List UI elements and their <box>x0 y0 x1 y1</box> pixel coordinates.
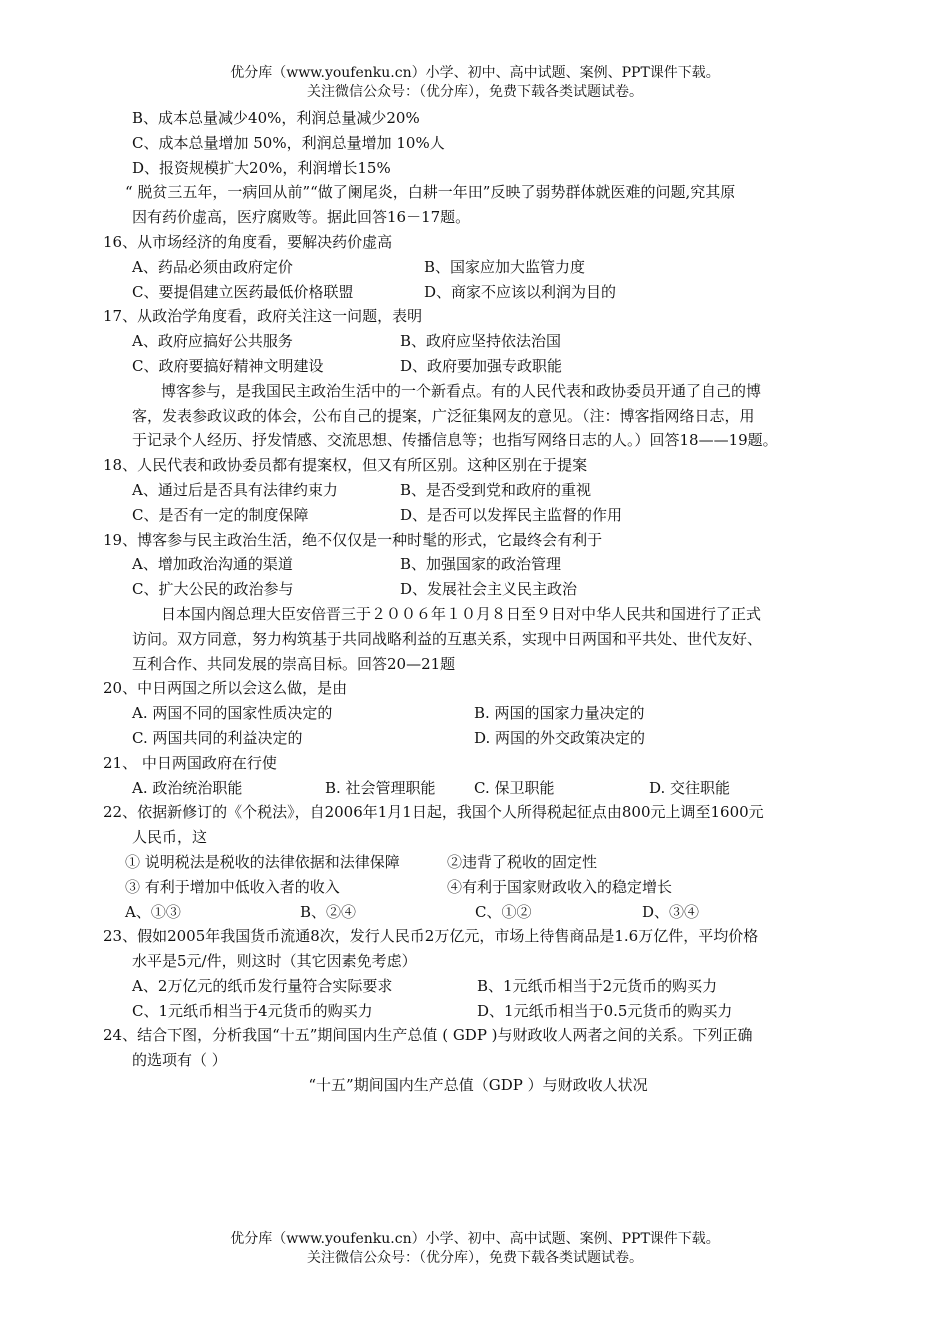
q24-stem-line-1: 24、结合下图，分析我国“十五”期间国内生产总值 ( GDP )与财政收人两者之间的关系。下列正确 <box>103 1026 753 1045</box>
q19-options-row-1 <box>103 552 853 577</box>
passage-3-line-3: 互利合作、共同发展的崇高目标。回答20—21题 <box>132 654 456 673</box>
header-line-2: 关注微信公众号：（优分库），免费下载各类试题试卷。 <box>307 84 643 100</box>
q23-option-b: B、1元纸币相当于2元货币的购买力 <box>477 976 718 995</box>
q16-options-row-2 <box>103 280 853 305</box>
q17-stem: 17、从政治学角度看，政府关注这一问题，表明 <box>103 307 423 326</box>
q15-option-d: D、报资规模扩大20%，利润增长15% <box>132 158 391 177</box>
q17-option-b: B、政府应坚持依法治国 <box>400 332 562 351</box>
q17-option-d: D、政府要加强专政职能 <box>400 356 563 375</box>
q22-option-a: A、①③ <box>125 902 181 921</box>
q20-option-a: A. 两国不同的国家性质决定的 <box>132 704 333 723</box>
q22-statements-row-1 <box>103 850 853 875</box>
q15-option-b: B、成本总量减少40%，利润总量减少20% <box>132 109 420 127</box>
q21-options-row <box>103 776 853 801</box>
q21-option-b: B. 社会管理职能 <box>325 778 436 797</box>
q18-option-c: C、是否有一定的制度保障 <box>132 505 309 524</box>
q19-options-row-2 <box>103 577 853 602</box>
q18-stem: 18、人民代表和政协委员都有提案权，但又有所区别。这种区别在于提案 <box>103 456 588 475</box>
q23-option-c: C、1元纸币相当于4元货币的购买力 <box>132 1001 373 1020</box>
q23-stem-line-2: 水平是5元/件，则这时（其它因素免考虑） <box>132 952 417 971</box>
page-footer <box>0 1230 950 1268</box>
q23-options-row-2 <box>103 999 853 1024</box>
q16-option-b: B、国家应加大监管力度 <box>424 257 586 276</box>
q18-option-a: A、通过后是否具有法律约束力 <box>132 480 338 499</box>
passage-2-line-2: 客，发表参政议政的体会，公布自己的提案，广泛征集网友的意见。（注：博客指网络日志，用 <box>132 406 755 425</box>
q22-option-c: C、①② <box>475 902 532 921</box>
passage-3-line-1: 日本国内阁总理大臣安倍晋三于２００６年１０月８日至９日对中华人民共和国进行了正式 <box>161 604 762 623</box>
q20-options-row-1 <box>103 701 853 726</box>
q22-options-row <box>103 900 853 925</box>
footer-line-2: 关注微信公众号：（优分库），免费下载各类试题试卷。 <box>307 1250 643 1266</box>
passage-2-line-1: 博客参与，是我国民主政治生活中的一个新看点。有的人民代表和政协委员开通了自己的博 <box>161 381 762 400</box>
q19-option-b: B、加强国家的政治管理 <box>400 555 562 574</box>
passage-1-line-2: 因有药价虚高，医疗腐败等。据此回答16－17题。 <box>132 208 471 227</box>
q17-options-row-1 <box>103 329 853 354</box>
q24-figure-caption: “十五”期间国内生产总值（GDP ）与财政收人状况 <box>308 1076 648 1095</box>
q21-stem: 21、 中日两国政府在行使 <box>103 753 277 772</box>
passage-2-line-3: 于记录个人经历、抒发情感、交流思想、传播信息等；也指写网络日志的人。）回答18——19题。 <box>132 431 778 450</box>
q16-option-d: D、商家不应该以利润为目的 <box>424 282 617 301</box>
q20-option-c: C. 两国共同的利益决定的 <box>132 728 303 747</box>
q19-stem: 19、博客参与民主政治生活，绝不仅仅是一种时髦的形式，它最终会有利于 <box>103 530 603 549</box>
q22-stem-line-2: 人民币，这 <box>132 828 208 847</box>
q16-options-row-1 <box>103 255 853 280</box>
passage-3-line-2: 访问。双方同意，努力构筑基于共同战略利益的互惠关系，实现中日两国和平共处、世代友好、 <box>132 629 763 648</box>
q22-statements-row-2 <box>103 875 853 900</box>
q17-option-a: A、政府应搞好公共服务 <box>132 332 293 351</box>
q22-stem-line-1: 22、依据新修订的《个税法》，自2006年1月1日起，我国个人所得税起征点由800元上调至1600元 <box>103 803 764 822</box>
q20-option-b: B. 两国的国家力量决定的 <box>474 704 645 723</box>
header-line-1: 优分库（www.youfenku.cn）小学、初中、高中试题、案例、PPT课件下载。 <box>230 65 720 81</box>
page-header <box>0 64 950 102</box>
exam-body <box>103 106 853 1098</box>
q16-option-a: A、药品必须由政府定价 <box>132 257 293 276</box>
q24-stem-line-2: 的选项有（ ） <box>132 1051 227 1070</box>
q18-options-row-2 <box>103 503 853 528</box>
q22-statement-2: ②违背了税收的固定性 <box>447 852 598 871</box>
q19-option-a: A、增加政治沟通的渠道 <box>132 555 293 574</box>
q19-option-c: C、扩大公民的政治参与 <box>132 580 294 599</box>
q16-option-c: C、要提倡建立医药最低价格联盟 <box>132 282 354 301</box>
q18-option-b: B、是否受到党和政府的重视 <box>400 480 592 499</box>
q22-statement-4: ④有利于国家财政收入的稳定增长 <box>447 877 673 896</box>
q18-options-row-1 <box>103 478 853 503</box>
q20-options-row-2 <box>103 726 853 751</box>
q20-option-d: D. 两国的外交政策决定的 <box>474 728 646 747</box>
q19-option-d: D、发展社会主义民主政治 <box>400 580 578 599</box>
q23-option-a: A、2万亿元的纸币发行量符合实际要求 <box>132 976 393 995</box>
passage-1-line-1: “ 脱贫三五年，一病回从前”“做了阑尾炎，白耕一年田”反映了弱势群体就医难的问题,究其原 <box>125 183 736 202</box>
q23-options-row-1 <box>103 974 853 999</box>
q22-option-d: D、③④ <box>642 902 700 921</box>
q22-option-b: B、②④ <box>300 902 357 921</box>
q17-option-c: C、政府要搞好精神文明建设 <box>132 356 324 375</box>
q16-stem: 16、从市场经济的角度看，要解决药价虚高 <box>103 232 393 251</box>
q22-statement-3: ③ 有利于增加中低收入者的收入 <box>125 877 340 896</box>
q21-option-d: D. 交往职能 <box>649 778 731 797</box>
q17-options-row-2 <box>103 354 853 379</box>
q20-stem: 20、中日两国之所以会这么做，是由 <box>103 679 348 698</box>
footer-line-1: 优分库（www.youfenku.cn）小学、初中、高中试题、案例、PPT课件下载。 <box>230 1231 720 1247</box>
q23-option-d: D、1元纸币相当于0.5元货币的购买力 <box>477 1001 733 1020</box>
q22-statement-1: ① 说明税法是税收的法律依据和法律保障 <box>125 852 400 871</box>
q18-option-d: D、是否可以发挥民主监督的作用 <box>400 505 623 524</box>
q15-option-c: C、成本总量增加 50%，利润总量增加 10%人 <box>132 133 445 152</box>
q23-stem-line-1: 23、假如2005年我国货币流通8次，发行人民币2万亿元，市场上待售商品是1.6万亿件，平均价格 <box>103 927 759 946</box>
q21-option-a: A. 政治统治职能 <box>132 778 243 797</box>
q21-option-c: C. 保卫职能 <box>474 778 555 797</box>
